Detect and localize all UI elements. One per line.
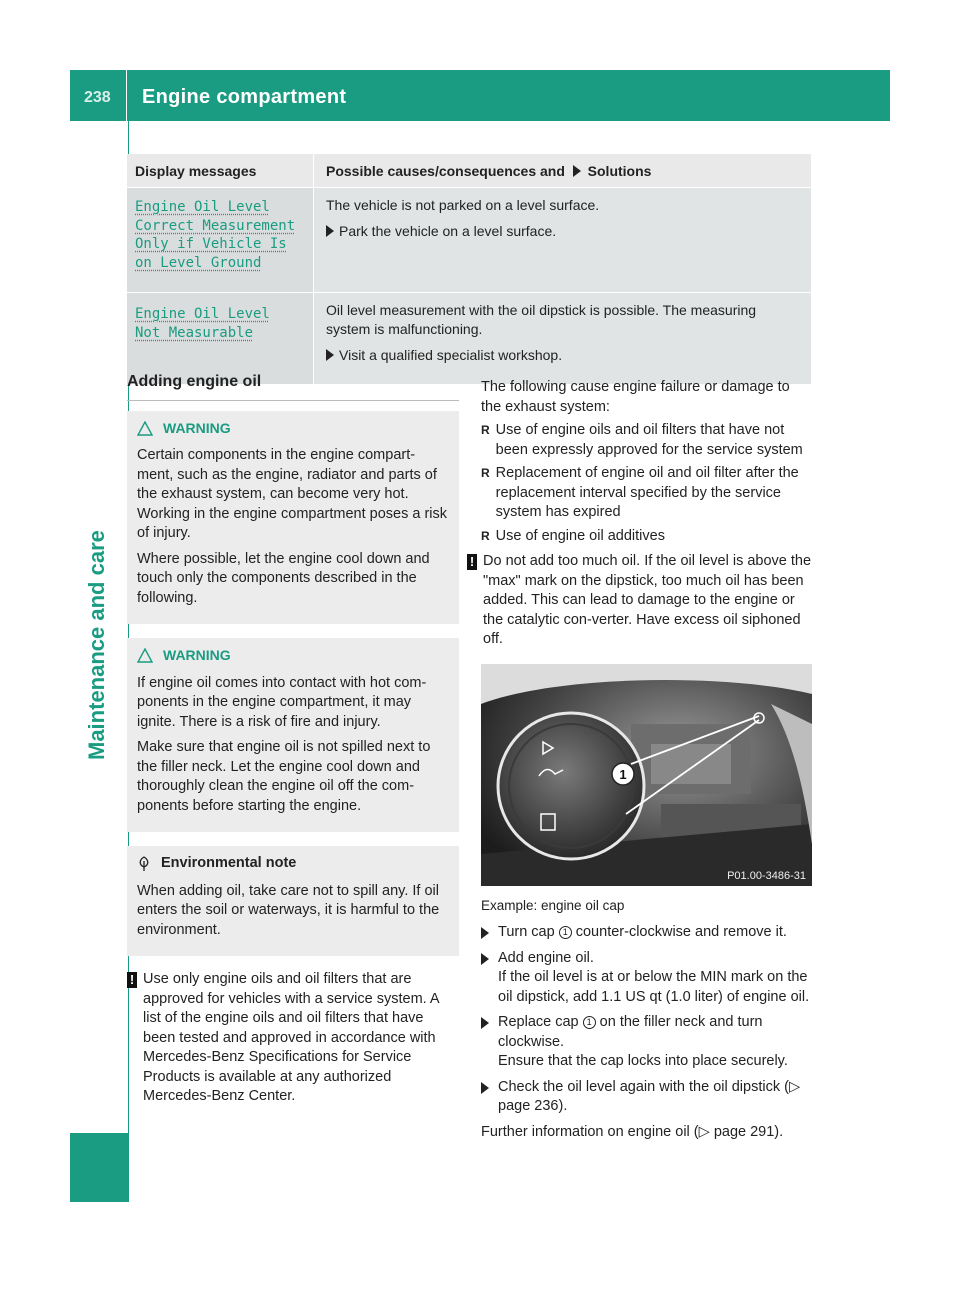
column-header-solutions: Possible causes/consequences and Solutions [313, 154, 811, 187]
warning-triangle-icon [137, 421, 153, 436]
notice-text: Do not add too much oil. If the oil level is above the "max" mark on the dipstick, too much oil has been added. This can lead to damage to the engine or the catalytic con-verter. Have excess oil siphoned off. [483, 553, 812, 647]
callout-number: 1 [619, 766, 627, 782]
bullet-icon: R [481, 528, 490, 543]
environment-leaf-icon [137, 856, 151, 872]
page-link[interactable]: page 291 [713, 1123, 775, 1140]
warning-box: WARNING If engine oil comes into contact with hot com-ponents in the engine compartment, it may ignite. There is a risk of fire and injury. Make sure that engine oil is not spilled next to the filler neck. Let the engine cool down and thoroughly clean the engine oil off the com-ponents before starting the engine. [127, 638, 459, 832]
arrow-icon [481, 927, 489, 939]
photo-caption: Example: engine oil cap [481, 897, 625, 913]
arrow-icon [326, 349, 334, 361]
warning-text: Where possible, let the engine cool down and touch only the components described in the following. [137, 550, 430, 606]
instruction-step: Replace cap 1 on the filler neck and turn clockwise. Ensure that the cap locks into place securely. [481, 1013, 813, 1072]
display-messages-table [127, 154, 811, 385]
list-item: R Use of engine oils and oil filters that have not been expressly approved for the service system [481, 421, 813, 460]
list-item: R Use of engine oil additives [481, 527, 813, 547]
callout-ref-icon: 1 [559, 926, 572, 939]
warning-text: Certain components in the engine compart-ment, such as the engine, radiator and parts of the exhaust system, can become very hot. Working in the engine compartment poses a risk of injury. [137, 447, 448, 541]
notice [127, 970, 459, 1107]
page-number: 238 [84, 89, 111, 106]
column-header-display-messages: Display messages [135, 163, 257, 179]
instruction-step: Check the oil level again with the oil dipstick (▷ page 236). [481, 1078, 813, 1117]
arrow-icon [481, 1082, 489, 1094]
warning-triangle-icon [137, 648, 153, 663]
photo-code: P01.00-3486-31 [727, 869, 806, 882]
section-heading: Adding engine oil [127, 372, 459, 401]
notice-text: Use only engine oils and oil filters that are approved for vehicles with a service system. A list of the engine oils and oil filters that have been tested and approved in accordance with Mercedes-Benz Specifications for Service Products is available at any authorized Mercedes-Benz Center. [143, 971, 439, 1104]
page-title: Engine compartment [142, 86, 347, 108]
instruction-step: Add engine oil. If the oil level is at or below the MIN mark on the oil dipstick, add 1.1 US qt (1.0 liter) of engine oil. [481, 949, 813, 1008]
callout-ref-icon: 1 [583, 1016, 596, 1029]
environmental-note-box: Environmental note When adding oil, take care not to spill any. If oil enters the soil or waterways, it is harmful to the environment. [127, 846, 459, 956]
display-message-cell: Engine Oil Level Correct Measurement Only if Vehicle Is on Level Ground [127, 188, 313, 292]
warning-text: If engine oil comes into contact with hot com-ponents in the engine compartment, it may ignite. There is a risk of fire and injury. [137, 674, 427, 730]
header-divider [126, 70, 127, 121]
display-message-cell: Engine Oil Level Not Measurable [127, 293, 313, 384]
arrow-icon [481, 953, 489, 965]
page-header [70, 70, 890, 121]
instruction-step: Turn cap 1 counter-clockwise and remove it. [481, 923, 813, 943]
notice [467, 552, 813, 650]
page-link[interactable]: page 236 [498, 1098, 559, 1114]
bullet-icon: R [481, 423, 490, 437]
damage-cause-list [481, 421, 813, 546]
arrow-icon [326, 225, 334, 237]
left-column [127, 372, 459, 1107]
warning-text: Make sure that engine oil is not spilled next to the filler neck. Let the engine cool down and thoroughly clean the engine oil off the com-ponents before starting the engine. [137, 739, 431, 814]
intro-text: The following cause engine failure or damage to the exhaust system: [481, 379, 790, 415]
page-ref-icon: ▷ [698, 1123, 714, 1140]
environmental-note-text: When adding oil, take care not to spill any. If oil enters the soil or waterways, it is harmful to the environment. [137, 882, 440, 938]
further-info: Further information on engine oil (▷ page 291). [481, 1123, 784, 1140]
right-column [469, 378, 813, 1142]
table-header-row [127, 154, 811, 188]
bullet-icon: R [481, 466, 490, 480]
cause-cell: The vehicle is not parked on a level surface. Park the vehicle on a level surface. [313, 188, 811, 292]
exclamation-icon: ! [467, 554, 477, 570]
list-item: R Replacement of engine oil and oil filter after the replacement interval specified by the service system has expired [481, 464, 813, 523]
table-row [127, 188, 811, 293]
cause-cell: Oil level measurement with the oil dipstick is possible. The measuring system is malfunctioning. Visit a qualified specialist workshop. [313, 293, 811, 384]
exclamation-icon: ! [127, 972, 137, 988]
engine-bay-illustration [481, 664, 812, 886]
engine-oil-cap-photo [481, 664, 812, 886]
sidebar-marker [70, 1133, 128, 1202]
warning-box: WARNING Certain components in the engine compart-ment, such as the engine, radiator and parts of the exhaust system, can become very hot. Working in the engine compartment poses a risk of injury. Where possible, let the engine cool down and touch only the components described in the following. [127, 411, 459, 625]
arrow-icon [481, 1017, 489, 1029]
page-ref-icon: ▷ [788, 1078, 801, 1095]
sidebar-label: Maintenance and care [84, 530, 109, 760]
arrow-icon [573, 165, 581, 177]
